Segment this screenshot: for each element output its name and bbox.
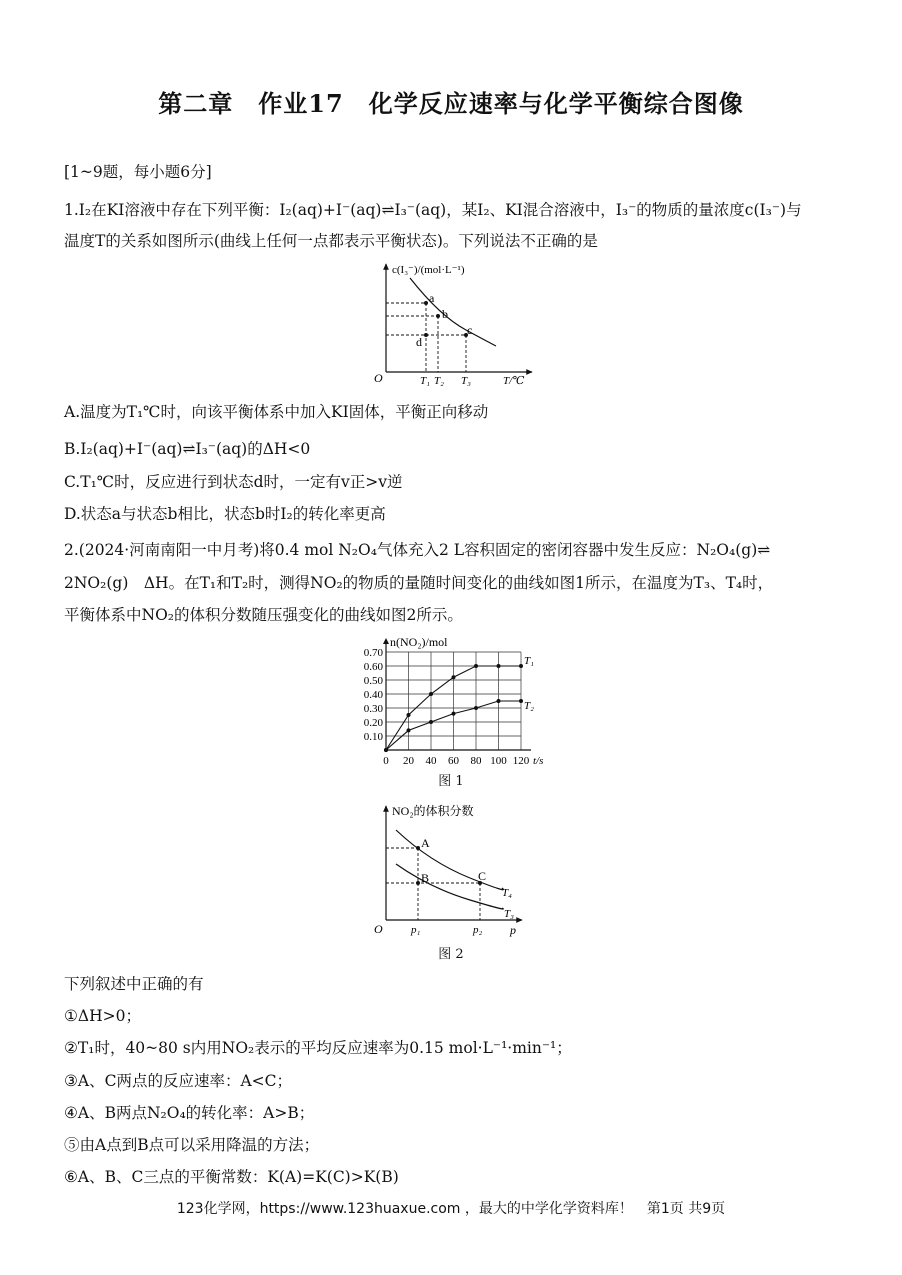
fig1-ytick-label: 0.10 xyxy=(363,731,383,743)
fig2-tick-p1: p₁ xyxy=(411,924,421,936)
statements-intro: 下列叙述中正确的有 xyxy=(64,975,204,993)
fig1-chart xyxy=(350,632,550,768)
fig1-point xyxy=(429,720,433,724)
fig2-xlabel: p xyxy=(510,923,516,937)
q1-label-b: b xyxy=(442,307,448,321)
fig1-series-label-2: T₂ xyxy=(524,700,534,712)
fig2-tick-p2: p₂ xyxy=(473,924,483,936)
fig1-xtick-label: 0 xyxy=(383,755,389,767)
fig1-xtick-label: 60 xyxy=(448,755,459,767)
q2-stem-line1: 2.(2024·河南南阳一中月考)将0.4 mol N₂O₄气体充入2 L容积固定的密闭容器中发生反应：N₂O₄(g)⇌ xyxy=(64,541,771,559)
fig1-ytick-label: 0.20 xyxy=(363,717,383,729)
q1-option-c: C.T₁℃时，反应进行到状态d时，一定有v正>v逆 xyxy=(64,473,403,491)
section-note: [1~9题，每小题6分] xyxy=(64,163,212,181)
fig1-ytick-label: 0.40 xyxy=(363,689,383,701)
statement-5: ⑤由A点到B点可以采用降温的方法； xyxy=(64,1136,320,1154)
q2-stem-line3: 平衡体系中NO₂的体积分数随压强变化的曲线如图2所示。 xyxy=(64,606,463,624)
q1-label-a: a xyxy=(429,291,435,305)
q1-stem-line1: 1.I₂在KI溶液中存在下列平衡：I₂(aq)+I⁻(aq)⇌I₃⁻(aq)，某I₂、KI混合溶液中，I₃⁻的物质的量浓度c(I₃⁻)与 xyxy=(64,201,802,219)
q1-curve xyxy=(410,278,496,346)
fig2-curve-t4 xyxy=(396,830,503,890)
q1-label-d: d xyxy=(416,335,422,349)
fig1-ylabel: n(NO₂)/mol xyxy=(390,635,448,649)
fig2-caption: 图 2 xyxy=(438,947,464,962)
fig2-label-c: C xyxy=(478,869,487,883)
q1-point-a xyxy=(424,301,428,305)
fig2-origin: O xyxy=(374,922,383,936)
fig1-point xyxy=(497,699,501,703)
q1-origin: O xyxy=(374,371,383,385)
fig1-point xyxy=(407,713,411,717)
fig1-point xyxy=(452,675,456,679)
fig1-series-label-1: T₁ xyxy=(524,655,534,667)
fig1-point xyxy=(384,748,388,752)
statement-4: ④A、B两点N₂O₄的转化率：A>B； xyxy=(64,1104,315,1122)
fig1-point xyxy=(474,664,478,668)
fig1-xtick-label: 40 xyxy=(425,755,437,767)
fig1-xtick-label: 100 xyxy=(490,755,507,767)
fig1-ytick-label: 0.70 xyxy=(363,647,383,659)
page-title: 第二章 作业17 化学反应速率与化学平衡综合图像 xyxy=(158,89,744,118)
fig1-point xyxy=(519,664,523,668)
fig1-point xyxy=(474,706,478,710)
statement-1: ①ΔH>0； xyxy=(64,1007,141,1025)
q2-stem-line2: 2NO₂(g) ΔH。在T₁和T₂时，测得NO₂的物质的量随时间变化的曲线如图1所示，在温度为T₃、T₄时， xyxy=(64,574,774,592)
fig1-xtick-label: 20 xyxy=(403,755,414,767)
fig1-caption: 图 1 xyxy=(438,774,464,789)
statement-6: ⑥A、B、C三点的平衡常数：K(A)=K(C)>K(B) xyxy=(64,1168,399,1186)
fig1-point xyxy=(452,712,456,716)
fig2-ylabel: NO₂的体积分数 xyxy=(392,804,474,818)
fig1-y-arrow xyxy=(383,638,389,644)
statement-3: ③A、C两点的反应速率：A<C； xyxy=(64,1072,292,1090)
statement-2: ②T₁时，40~80 s内用NO₂表示的平均反应速率为0.15 mol·L⁻¹·min⁻¹； xyxy=(64,1039,572,1057)
page-footer: 123化学网，https://www.123huaxue.com ，最大的中学化学资料库！ 第1页 共9页 xyxy=(176,1201,726,1217)
q1-option-b: B.I₂(aq)+I⁻(aq)⇌I₃⁻(aq)的ΔH<0 xyxy=(64,440,311,458)
fig2-point-a xyxy=(416,846,420,850)
q1-stem-line2: 温度T的关系如图所示(曲线上任何一点都表示平衡状态)。下列说法不正确的是 xyxy=(64,232,598,250)
fig2-label-a: A xyxy=(421,836,430,850)
q1-point-b xyxy=(436,314,440,318)
fig1-xtick-label: 80 xyxy=(470,755,482,767)
fig1-point xyxy=(407,728,411,732)
q1-ylabel: c(I₃⁻)/(mol·L⁻¹) xyxy=(392,264,465,276)
q1-tick-t1: T₁ xyxy=(420,375,430,387)
q1-option-a: A.温度为T₁℃时，向该平衡体系中加入KI固体，平衡正向移动 xyxy=(64,403,489,421)
fig2-chart xyxy=(370,800,540,940)
fig2-point-b xyxy=(416,881,420,885)
q1-label-c: c xyxy=(467,323,473,337)
fig1-point xyxy=(429,692,433,696)
fig2-label-b: B xyxy=(421,871,430,885)
q1-tick-t3: T₃ xyxy=(461,375,471,387)
fig2-series-t4: T₄ xyxy=(502,887,512,899)
fig1-xlabel: t/s xyxy=(533,755,544,767)
fig2-curve-t3 xyxy=(396,864,503,909)
q1-xlabel: T/℃ xyxy=(503,375,525,387)
fig2-series-t3: T₃ xyxy=(504,908,514,920)
fig1-xtick-label: 120 xyxy=(512,755,530,767)
fig1-point xyxy=(497,664,501,668)
q1-point-d xyxy=(424,333,428,337)
fig1-ytick-label: 0.50 xyxy=(363,675,383,687)
fig1-ytick-label: 0.60 xyxy=(363,661,383,673)
fig1-ytick-label: 0.30 xyxy=(363,703,383,715)
q1-option-d: D.状态a与状态b相比，状态b时I₂的转化率更高 xyxy=(64,505,386,523)
fig1-point xyxy=(519,699,523,703)
q1-tick-t2: T₂ xyxy=(434,375,444,387)
q1-graph xyxy=(370,258,540,390)
